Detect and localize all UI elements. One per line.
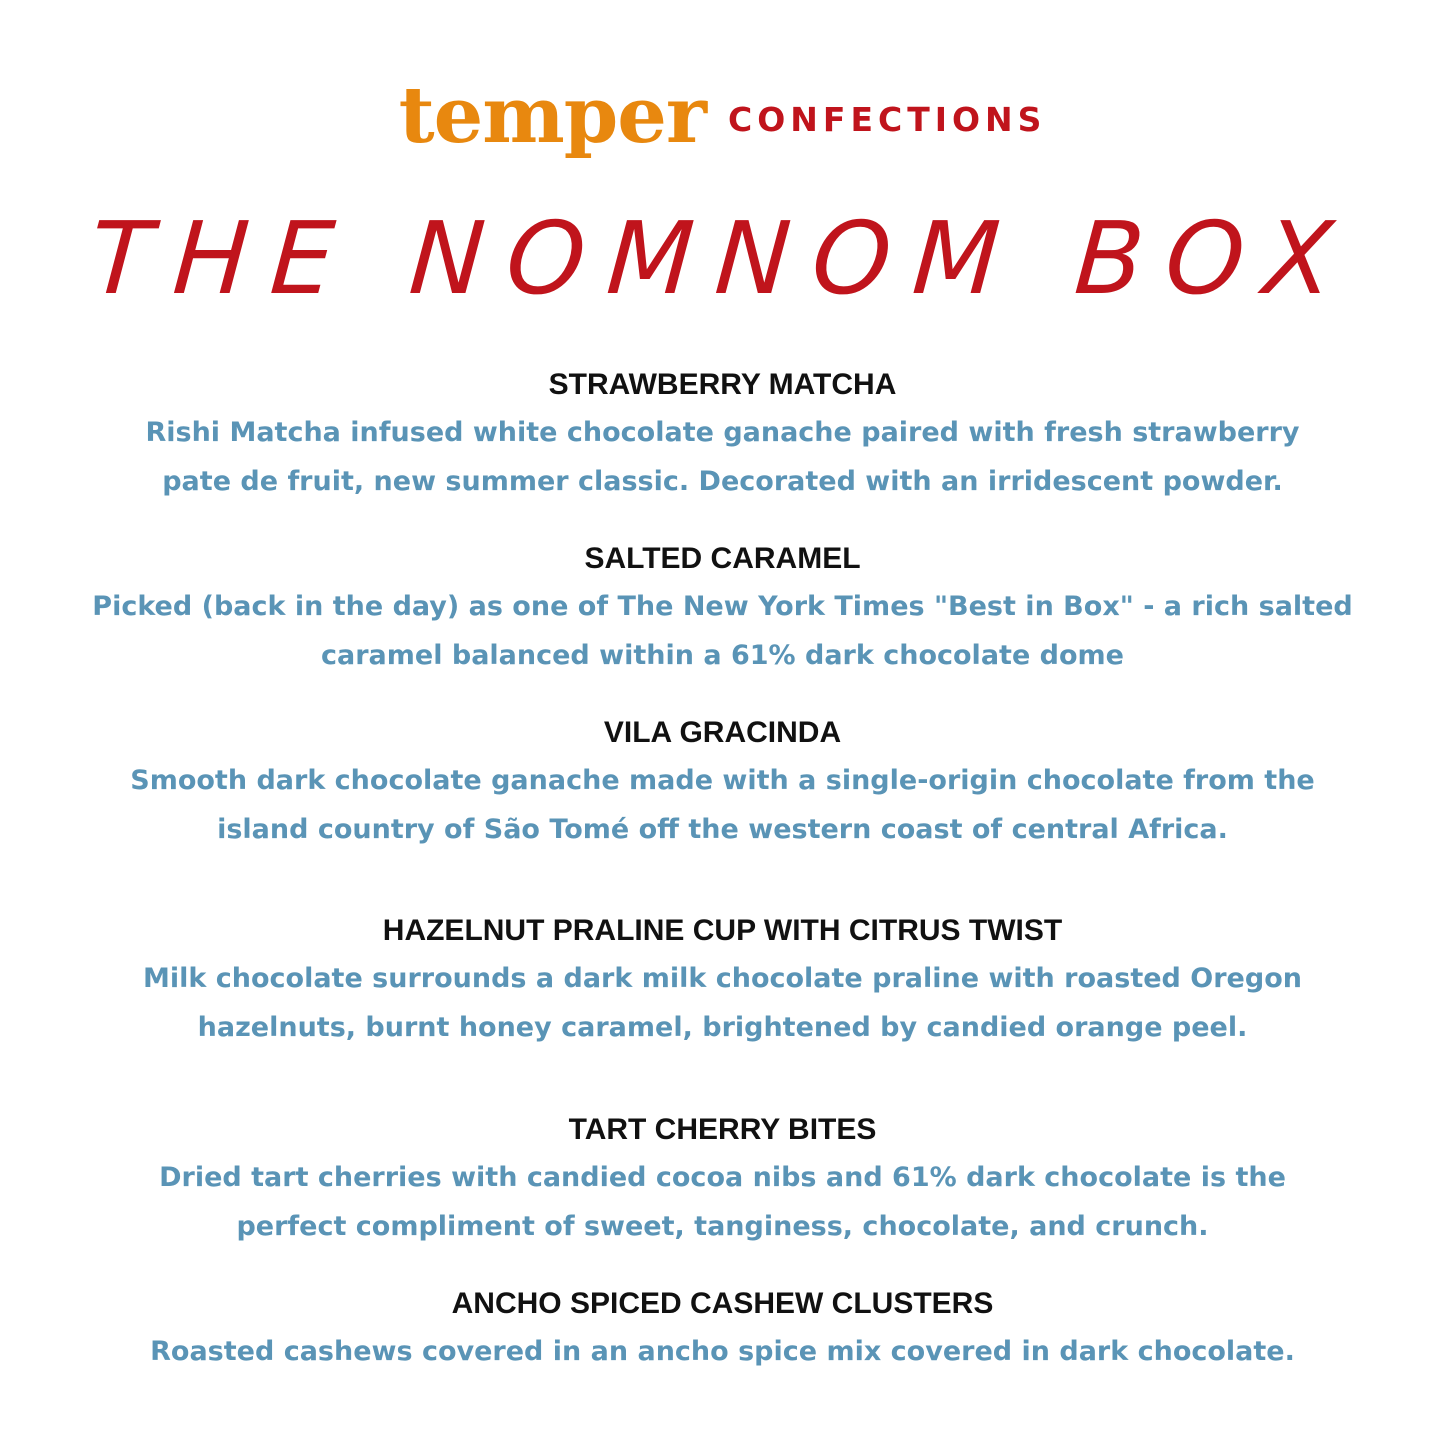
brand-name: temper xyxy=(398,70,707,161)
item-name: SALTED CARAMEL xyxy=(584,542,861,575)
list-item xyxy=(0,542,1445,680)
item-description-line: Rishi Matcha infused white chocolate ganache paired with fresh strawberry xyxy=(145,417,1300,448)
page-title: THE NOMNOM BOX xyxy=(86,200,1359,317)
item-name: VILA GRACINDA xyxy=(603,716,842,749)
item-description-line: hazelnuts, burnt honey caramel, brightened by candied orange peel. xyxy=(197,1012,1248,1043)
item-description-line: caramel balanced within a 61% dark chocolate dome xyxy=(321,640,1124,671)
item-description xyxy=(0,1153,1445,1251)
item-description-line: pate de fruit, new summer classic. Decorated with an irridescent powder. xyxy=(162,466,1283,497)
item-description-line: Roasted cashews covered in an ancho spice mix covered in dark chocolate. xyxy=(150,1336,1295,1367)
item-description-line: Dried tart cherries with candied cocoa nibs and 61% dark chocolate is the xyxy=(159,1162,1286,1193)
item-name: TART CHERRY BITES xyxy=(568,1113,877,1146)
item-name: ANCHO SPICED CASHEW CLUSTERS xyxy=(451,1287,994,1320)
list-item xyxy=(0,716,1445,854)
item-description-line: Milk chocolate surrounds a dark milk chocolate praline with roasted Oregon xyxy=(143,963,1302,994)
item-description xyxy=(0,1327,1445,1376)
item-name: STRAWBERRY MATCHA xyxy=(548,368,897,401)
item-description-line: Smooth dark chocolate ganache made with a single-origin chocolate from the xyxy=(130,765,1315,796)
item-description xyxy=(0,954,1445,1052)
list-item xyxy=(0,368,1445,506)
item-description-line: perfect compliment of sweet, tanginess, chocolate, and crunch. xyxy=(236,1211,1209,1242)
list-item xyxy=(0,914,1445,1052)
item-description-line: Picked (back in the day) as one of The New York Times "Best in Box" - a rich salted xyxy=(92,591,1353,622)
list-item xyxy=(0,1113,1445,1251)
item-description xyxy=(0,756,1445,854)
brand-logo xyxy=(0,70,1445,161)
item-description xyxy=(0,408,1445,506)
item-description xyxy=(0,582,1445,680)
item-name: HAZELNUT PRALINE CUP WITH CITRUS TWIST xyxy=(382,914,1063,947)
brand-tagline: CONFECTIONS xyxy=(728,100,1047,139)
item-description-line: island country of São Tomé off the western coast of central Africa. xyxy=(217,814,1228,845)
list-item xyxy=(0,1287,1445,1376)
